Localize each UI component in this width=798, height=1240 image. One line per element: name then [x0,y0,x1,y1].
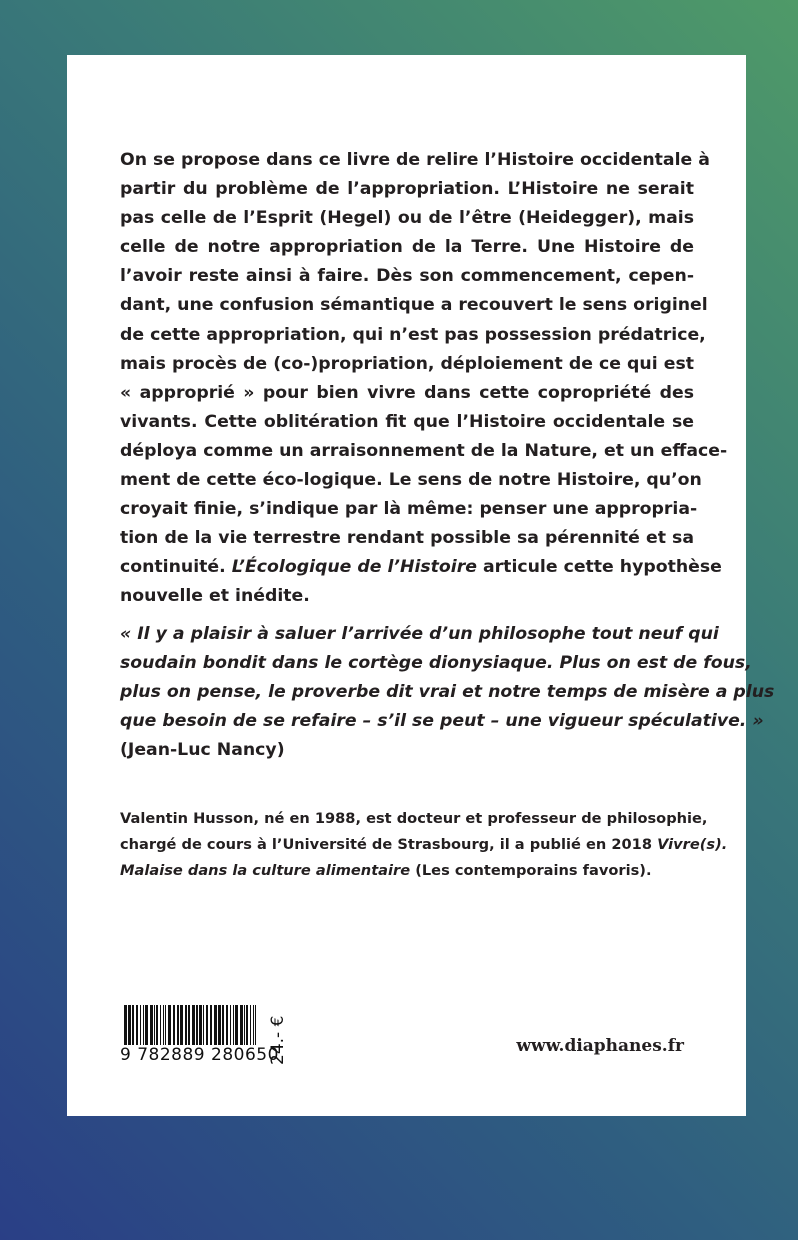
barcode-bar [233,1005,234,1047]
book-description [120,146,728,612]
barcode-bar [235,1005,238,1047]
price: 24.- € [268,1015,288,1065]
text-segment: tion de la vie terrestre rendant possible sa pérennité et sa [120,528,694,549]
text-line [120,582,694,611]
text-line [120,146,710,175]
barcode-bar [210,1005,212,1047]
barcode-bar [240,1005,243,1047]
barcode-bar [250,1005,251,1047]
barcode-bar [222,1005,224,1047]
text-line [120,175,694,204]
italic-title: L’Écologique de l’Histoire [231,557,477,578]
text-line [120,620,719,649]
barcode-bar [180,1005,183,1047]
text-line [120,350,694,379]
text-segment: ment de cette éco-logique. Le sens de notre Histoire, qu’on [120,470,702,491]
isbn-number: 9 782889 280650 [120,1045,279,1065]
text-segment: « Il y a plaisir à saluer l’arrivée d’un philosophe tout neuf qui [120,624,719,644]
text-line [120,707,764,736]
text-line [120,649,752,678]
text-segment: continuité. [120,557,232,578]
text-segment: partir du problème de l’appropriation. L’Histoire ne serait [120,179,694,200]
barcode-bar [154,1005,155,1047]
text-segment: que besoin de se refaire – s’il se peut – une vigueur spéculative. » [120,711,764,731]
barcode-bar [226,1005,228,1047]
italic-title: Vivre(s). [657,836,728,853]
text-line [120,379,694,408]
text-segment: l’avoir reste ainsi à faire. Dès son commencement, cepen- [120,266,694,287]
text-line [120,524,694,553]
text-line [120,858,694,884]
barcode-bar [177,1005,179,1047]
barcode-bar [173,1005,175,1047]
barcode-bar [218,1005,221,1047]
text-line [120,678,775,707]
barcode-bar [132,1005,134,1047]
text-segment: vivants. Cette oblitération fit que l’Histoire occidentale se [120,411,694,432]
text-segment: celle de notre appropriation de la Terre. Une Histoire de [120,237,694,258]
barcode-bar [143,1005,144,1047]
barcode-bar [246,1005,248,1047]
text-segment: déploya comme un arraisonnement de la Nature, et un efface- [120,440,728,461]
quote-author: (Jean-Luc Nancy) [120,740,285,760]
text-line [120,262,694,291]
barcode-bar [230,1005,231,1047]
blurb-quote [120,620,775,765]
barcode-bar [185,1005,187,1047]
barcode-bar [140,1005,141,1047]
text-segment: dant, une confusion sémantique a recouvert le sens originel [120,295,708,316]
barcode-bar [136,1005,138,1047]
text-line [120,408,694,437]
barcode-bar [244,1005,245,1047]
barcode-bar [203,1005,204,1047]
text-segment: On se propose dans ce livre de relire l’Histoire occidentale à [120,150,710,170]
website-link[interactable]: www.diaphanes.fr [516,1036,684,1056]
italic-title: Malaise dans la culture alimentaire [120,862,411,879]
text-line [120,553,722,582]
text-segment: de cette appropriation, qui n’est pas possession prédatrice, [120,324,706,345]
barcode-bar [214,1005,217,1047]
text-segment: articule cette hypothèse [476,557,722,578]
barcode-bar [196,1005,198,1047]
barcode-bar [128,1005,131,1047]
barcode-bar [156,1005,158,1047]
text-line [120,466,702,495]
barcode-bar [199,1005,202,1047]
barcode-bar [150,1005,153,1047]
author-bio [120,806,728,884]
barcode-bar [160,1005,161,1047]
text-line [120,321,706,350]
text-line [120,291,708,320]
text-segment: « approprié » pour bien vivre dans cette copropriété des [120,382,694,403]
barcode-bar [145,1005,148,1047]
text-segment: croyait finie, s’indique par là même: penser une appropria- [120,499,698,520]
text-segment: pas celle de l’Esprit (Hegel) ou de l’être (Heidegger), mais [120,208,694,229]
barcode-bar [168,1005,171,1047]
text-segment: Valentin Husson, né en 1988, est docteur et professeur de philosophie, [120,810,708,827]
text-segment: nouvelle et inédite. [120,586,310,607]
text-segment: soudain bondit dans le cortège dionysiaque. Plus on est de fous, [120,653,752,673]
text-line [120,233,694,262]
text-segment: plus on pense, le proverbe dit vrai et notre temps de misère a plus [120,682,775,702]
text-line [120,495,698,524]
text-line [120,832,728,858]
text-line [120,204,694,233]
text-line [120,806,708,832]
text-segment: chargé de cours à l’Université de Strasbourg, il a publié en 2018 [120,836,658,853]
barcode-bar [165,1005,166,1047]
text-segment: mais procès de (co-)propriation, déploiement de ce qui est [120,353,694,374]
barcode-bar [163,1005,164,1047]
text-segment: (Les contemporains favoris). [410,862,652,879]
text-line [120,437,728,466]
barcode-bar [206,1005,208,1047]
